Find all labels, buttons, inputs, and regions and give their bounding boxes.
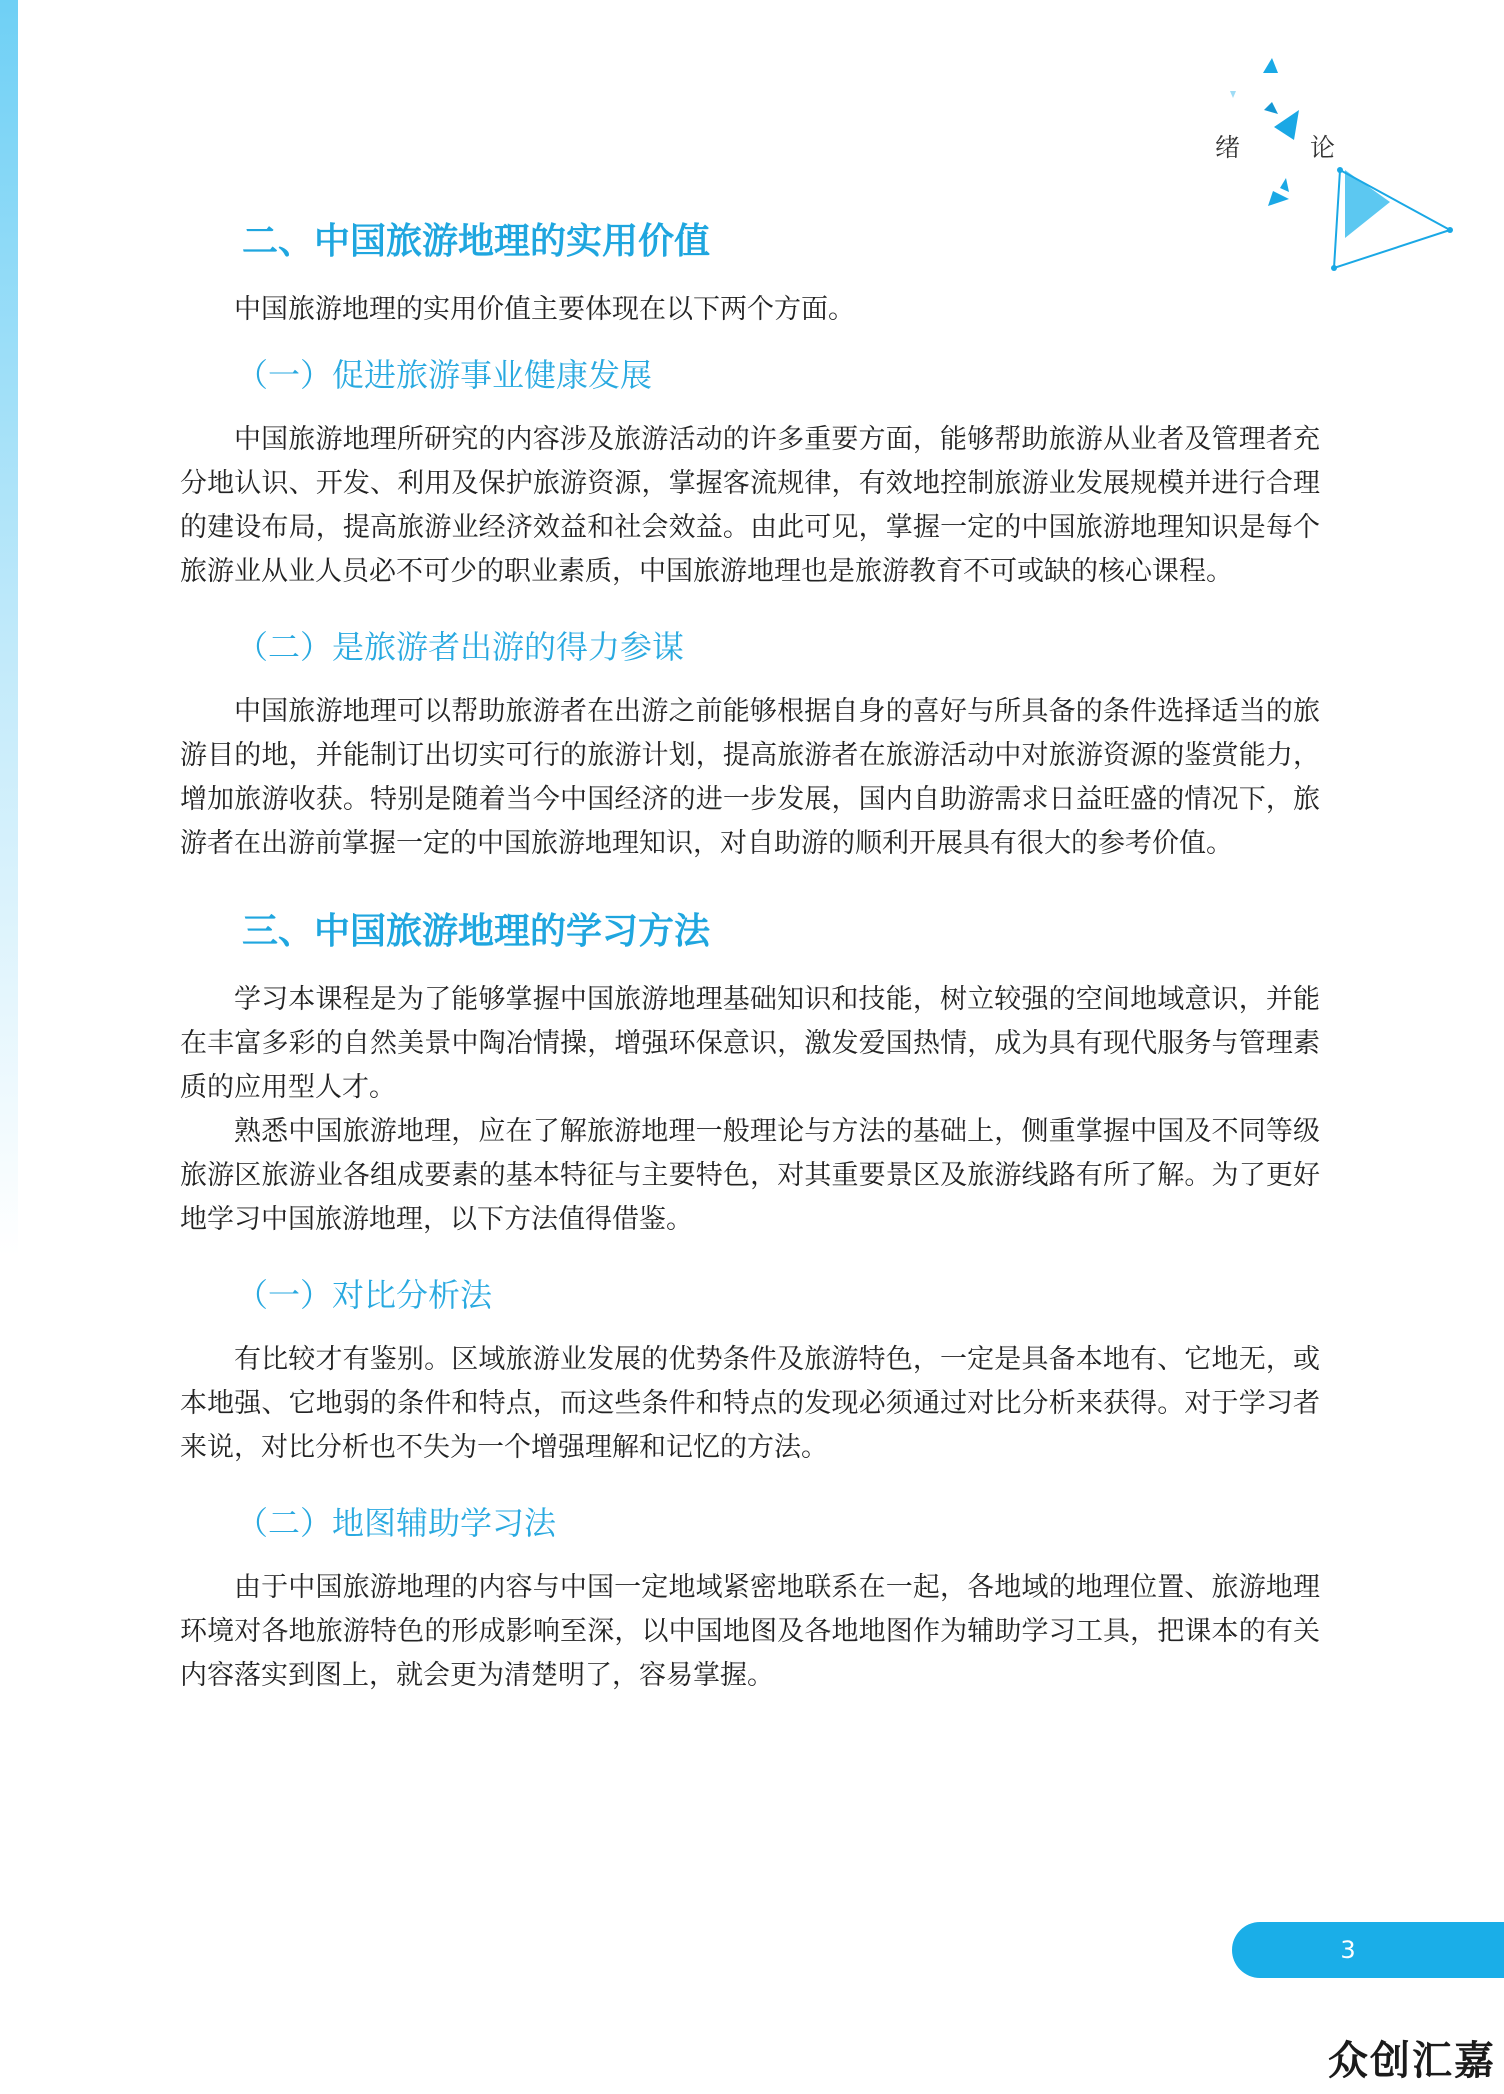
section-3-intro-1: 学习本课程是为了能够掌握中国旅游地理基础知识和技能，树立较强的空间地域意识，并能在丰富多彩的自然美景中陶冶情操，增强环保意识，激发爱国热情，成为具有现代服务与管理素质的应用型人才。 (180, 984, 1320, 1103)
subsection-title-2-2: （二）是旅游者出游的得力参谋 (236, 628, 685, 666)
subsection-title-2-1: （一）促进旅游事业健康发展 (236, 356, 653, 394)
subsection-title-3-2: （二）地图辅助学习法 (236, 1504, 557, 1542)
running-head-char-2: 论 (1309, 133, 1335, 162)
paragraph-2-2: 中国旅游地理可以帮助旅游者在出游之前能够根据自身的喜好与所具备的条件选择适当的旅游目的地，并能制订出切实可行的旅游计划，提高旅游者在旅游活动中对旅游资源的鉴赏能力，增加旅游收获。特别是随着当今中国经济的进一步发展，国内自助游需求日益旺盛的情况下，旅游者在出游前掌握一定的中国旅游地理知识，对自助游的顺利开展具有很大的参考价值。 (180, 696, 1320, 859)
watermark: 众创汇嘉 (1328, 2038, 1496, 2084)
section-title-3: 三、中国旅游地理的学习方法 (242, 911, 711, 952)
paragraph-3-1: 有比较才有鉴别。区域旅游业发展的优势条件及旅游特色，一定是具备本地有、它地无，或本地强、它地弱的条件和特点，而这些条件和特点的发现必须通过对比分析来获得。对于学习者来说，对比分析也不失为一个增强理解和记忆的方法。 (180, 1344, 1320, 1463)
paragraph-3-2: 由于中国旅游地理的内容与中国一定地域紧密地联系在一起，各地域的地理位置、旅游地理环境对各地旅游特色的形成影响至深，以中国地图及各地地图作为辅助学习工具，把课本的有关内容落实到图上，就会更为清楚明了，容易掌握。 (180, 1572, 1320, 1691)
running-head (1215, 128, 1335, 164)
paragraph-2-1: 中国旅游地理所研究的内容涉及旅游活动的许多重要方面，能够帮助旅游从业者及管理者充分地认识、开发、利用及保护旅游资源，掌握客流规律，有效地控制旅游业发展规模并进行合理的建设布局，提高旅游业经济效益和社会效益。由此可见，掌握一定的中国旅游地理知识是每个旅游业从业人员必不可少的职业素质，中国旅游地理也是旅游教育不可或缺的核心课程。 (180, 424, 1320, 587)
section-2-intro: 中国旅游地理的实用价值主要体现在以下两个方面。 (234, 294, 855, 325)
section-3-intro-2: 熟悉中国旅游地理，应在了解旅游地理一般理论与方法的基础上，侧重掌握中国及不同等级旅游区旅游业各组成要素的基本特征与主要特色，对其重要景区及旅游线路有所了解。为了更好地学习中国旅游地理，以下方法值得借鉴。 (180, 1116, 1320, 1235)
page-number: 3 (1340, 1936, 1356, 1964)
page-number-tab (1232, 1922, 1504, 1978)
left-edge-gradient (0, 0, 18, 2094)
subsection-title-3-1: （一）对比分析法 (236, 1276, 493, 1314)
running-head-char-1: 绪 (1215, 133, 1241, 162)
main-content (180, 210, 1320, 1698)
section-title-2: 二、中国旅游地理的实用价值 (242, 221, 711, 262)
